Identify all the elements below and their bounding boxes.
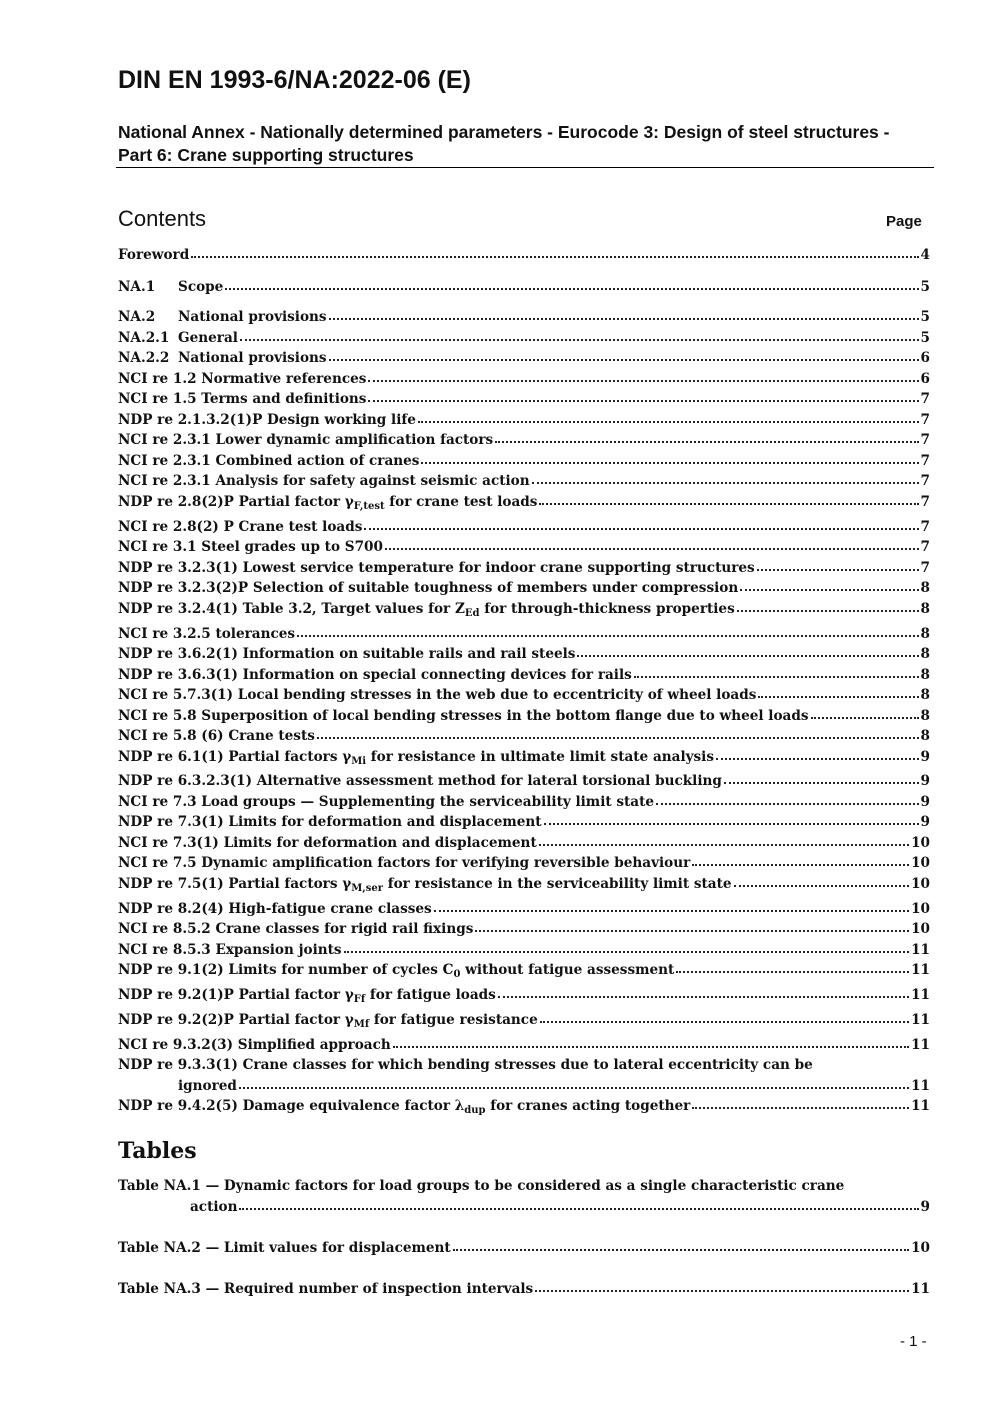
toc-leader xyxy=(737,606,919,612)
toc-entry[interactable] xyxy=(118,1012,930,1028)
table-page: 9 xyxy=(920,1198,930,1215)
toc-page: 10 xyxy=(911,901,930,917)
toc-entry[interactable] xyxy=(118,667,930,683)
toc-entry[interactable] xyxy=(118,1037,930,1053)
toc-entry-na1[interactable] xyxy=(118,279,930,295)
toc-page: 8 xyxy=(920,728,930,744)
toc-entry[interactable] xyxy=(118,814,930,830)
toc-label: NCI re 2.3.1 Lower dynamic amplification factors xyxy=(118,432,494,448)
toc-leader xyxy=(317,733,919,739)
toc-leader xyxy=(634,672,919,678)
table-label: Table NA.3 — Required number of inspection intervals xyxy=(118,1281,534,1297)
toc-entry[interactable] xyxy=(118,1055,930,1096)
toc-page: 9 xyxy=(920,773,930,789)
toc-leader xyxy=(385,544,919,550)
toc-page: 11 xyxy=(911,962,930,978)
table-list-entry[interactable] xyxy=(118,1240,930,1256)
toc-page: 10 xyxy=(911,876,930,892)
toc-label: NCI re 9.3.2(3) Simplified approach xyxy=(118,1037,391,1053)
toc-entry[interactable] xyxy=(118,835,930,851)
toc-leader xyxy=(577,651,918,657)
toc-label: NCI re 7.3 Load groups — Supplementing the serviceability limit state xyxy=(118,794,655,810)
toc-page: 7 xyxy=(920,494,930,510)
toc-label: General xyxy=(178,330,238,346)
toc-label: NCI re 2.8(2) P Crane test loads xyxy=(118,519,363,535)
toc-leader xyxy=(656,799,918,805)
toc-entry-na21[interactable] xyxy=(118,330,930,346)
toc-leader xyxy=(421,458,918,464)
page-column-label: Page xyxy=(886,213,922,230)
toc-leader xyxy=(418,417,919,423)
toc-leader xyxy=(475,926,909,932)
toc-page: 9 xyxy=(920,814,930,830)
toc-entry[interactable] xyxy=(118,519,930,535)
toc-page: 8 xyxy=(920,687,930,703)
toc-page: 9 xyxy=(920,749,930,765)
toc-entry[interactable] xyxy=(118,473,930,489)
toc-entry[interactable] xyxy=(118,728,930,744)
toc-entry[interactable] xyxy=(118,921,930,937)
toc-page: 11 xyxy=(911,942,930,958)
toc-page: 11 xyxy=(911,987,930,1003)
toc-leader xyxy=(240,335,919,341)
toc-page: 8 xyxy=(920,708,930,724)
toc-entry[interactable] xyxy=(118,601,930,617)
toc-label: NDP re 7.5(1) Partial factors $\gamma_{M,ser}$ for resistance in the serviceability limit state xyxy=(118,876,732,894)
toc-label: NDP re 3.6.3(1) Information on special connecting devices for rails xyxy=(118,667,632,683)
toc-label: NCI re 1.2 Normative references xyxy=(118,371,367,387)
toc-label: NDP re 9.2(2)P Partial factor $\gamma_{Mf}$ for fatigue resistance xyxy=(118,1012,538,1030)
toc-leader xyxy=(434,906,909,912)
toc-entry[interactable] xyxy=(118,580,930,596)
toc-label: NCI re 7.3(1) Limits for deformation and displacement xyxy=(118,835,537,851)
toc-entry[interactable] xyxy=(118,962,930,978)
toc-label: NDP re 3.2.4(1) Table 3.2, Target values for $Z_{Ed}$ for through-thickness properties xyxy=(118,601,735,619)
toc-label: NCI re 1.5 Terms and definitions xyxy=(118,391,367,407)
toc-leader xyxy=(239,1083,909,1089)
toc-leader xyxy=(297,631,918,637)
toc-label: NDP re 2.1.3.2(1)P Design working life xyxy=(118,412,416,428)
toc-leader xyxy=(734,881,910,887)
toc-entry[interactable] xyxy=(118,749,930,765)
toc-entry[interactable] xyxy=(118,942,930,958)
toc-leader xyxy=(495,437,918,443)
toc-label: NCI re 2.3.1 Analysis for safety against seismic action xyxy=(118,473,530,489)
toc-leader xyxy=(191,252,918,258)
toc-leader xyxy=(498,992,909,998)
toc-leader xyxy=(225,284,918,290)
toc-label: NCI re 3.2.5 tolerances xyxy=(118,626,296,642)
toc-page: 11 xyxy=(911,1037,930,1053)
toc-entry[interactable] xyxy=(118,412,930,428)
table-page: 10 xyxy=(911,1240,930,1256)
toc-entry[interactable] xyxy=(118,371,930,387)
toc-label: NCI re 7.5 Dynamic amplification factors for verifying reversible behaviour xyxy=(118,855,691,871)
toc-label: Foreword xyxy=(118,247,190,263)
toc-leader xyxy=(540,1017,909,1023)
contents-heading: Contents xyxy=(118,206,207,231)
tables-heading: Tables xyxy=(118,1138,197,1164)
toc-page: 11 xyxy=(911,1098,930,1114)
toc-leader xyxy=(539,840,909,846)
toc-leader xyxy=(740,585,918,591)
toc-page: 9 xyxy=(920,794,930,810)
table-label: Table NA.2 — Limit values for displacement xyxy=(118,1240,451,1256)
toc-label: NDP re 6.3.2.3(1) Alternative assessment method for lateral torsional buckling xyxy=(118,773,722,789)
toc-leader xyxy=(716,754,919,760)
toc-label: National provisions xyxy=(178,309,327,325)
document-title: DIN EN 1993-6/NA:2022-06 (E) xyxy=(118,66,471,94)
toc-page: 7 xyxy=(920,519,930,535)
toc-page: 8 xyxy=(920,667,930,683)
toc-label: NDP re 9.3.3(1) Crane classes for which bending stresses due to lateral eccentricity can be xyxy=(118,1057,813,1073)
toc-leader xyxy=(344,947,909,953)
toc-leader xyxy=(453,1245,909,1251)
table-page: 11 xyxy=(911,1281,930,1297)
toc-leader xyxy=(811,713,919,719)
toc-label: NCI re 3.1 Steel grades up to S700 xyxy=(118,539,383,555)
toc-page: 8 xyxy=(920,601,930,617)
toc-label: Scope xyxy=(178,279,224,295)
toc-entry[interactable] xyxy=(118,646,930,662)
toc-label: NDP re 3.2.3(1) Lowest service temperature for indoor crane supporting structures xyxy=(118,560,755,576)
toc-page: 7 xyxy=(920,473,930,489)
toc-entry[interactable] xyxy=(118,626,930,642)
toc-page: 6 xyxy=(920,371,930,387)
toc-page: 11 xyxy=(911,1012,930,1028)
toc-page: 7 xyxy=(920,412,930,428)
toc-page: 10 xyxy=(911,835,930,851)
toc-leader xyxy=(724,778,919,784)
toc-entry[interactable] xyxy=(118,901,930,917)
toc-label: NDP re 9.4.2(5) Damage equivalence factor $\lambda_{dup}$ for cranes acting together xyxy=(118,1098,691,1116)
toc-label: NDP re 3.6.2(1) Information on suitable rails and rail steels xyxy=(118,646,576,662)
toc-page: 7 xyxy=(920,391,930,407)
toc-label: NCI re 5.7.3(1) Local bending stresses in the web due to eccentricity of wheel loads xyxy=(118,687,757,703)
toc-entry[interactable] xyxy=(118,876,930,892)
toc-page: 5 xyxy=(920,309,930,325)
table-list-entry[interactable] xyxy=(118,1176,930,1217)
toc-leader xyxy=(539,499,918,505)
toc-page: 8 xyxy=(920,626,930,642)
toc-entry[interactable] xyxy=(118,494,930,510)
toc-entry[interactable] xyxy=(118,391,930,407)
toc-page: 11 xyxy=(911,1077,930,1094)
toc-page: 7 xyxy=(920,453,930,469)
document-subtitle: National Annex - Nationally determined parameters - Eurocode 3: Design of steel structures - Part 6: Crane supporting structures xyxy=(118,122,890,165)
table-label-continuation: action xyxy=(190,1198,238,1215)
toc-entry[interactable] xyxy=(118,453,930,469)
toc-label-continuation: ignored xyxy=(178,1077,237,1094)
toc-page: 10 xyxy=(911,855,930,871)
toc-leader xyxy=(692,1103,909,1109)
toc-label: NDP re 9.2(1)P Partial factor $\gamma_{Ff}$ for fatigue loads xyxy=(118,987,496,1005)
toc-leader xyxy=(368,396,918,402)
toc-label: NDP re 2.8(2)P Partial factor $\gamma_{F,test}$ for crane test loads xyxy=(118,494,538,512)
table-label: Table NA.1 — Dynamic factors for load groups to be considered as a single characteristic crane xyxy=(118,1178,845,1194)
toc-entry[interactable] xyxy=(118,432,930,448)
toc-leader xyxy=(393,1042,909,1048)
toc-label: NDP re 7.3(1) Limits for deformation and displacement xyxy=(118,814,542,830)
toc-label: NCI re 5.8 (6) Crane tests xyxy=(118,728,315,744)
toc-label: NCI re 8.5.2 Crane classes for rigid rail fixings xyxy=(118,921,474,937)
toc-entry-na22[interactable] xyxy=(118,350,930,366)
toc-label: NDP re 9.1(2) Limits for number of cycles $C_0$ without fatigue assessment xyxy=(118,962,675,980)
toc-entry[interactable] xyxy=(118,539,930,555)
toc-leader xyxy=(757,565,919,571)
toc-leader xyxy=(329,314,919,320)
toc-label: NDP re 6.1(1) Partial factors $\gamma_{Mi}$ for resistance in ultimate limit state analysis xyxy=(118,749,714,767)
toc-leader xyxy=(239,1204,918,1210)
toc-label: NCI re 8.5.3 Expansion joints xyxy=(118,942,342,958)
toc-label: NDP re 8.2(4) High-fatigue crane classes xyxy=(118,901,432,917)
toc-entry[interactable] xyxy=(118,855,930,871)
toc-label: National provisions xyxy=(178,350,327,366)
toc-leader xyxy=(368,376,918,382)
toc-leader xyxy=(329,355,919,361)
toc-leader xyxy=(532,478,919,484)
table-list-entry[interactable] xyxy=(118,1281,930,1297)
toc-page: 5 xyxy=(920,279,930,295)
toc-leader xyxy=(544,819,919,825)
toc-page: 7 xyxy=(920,560,930,576)
toc-entry-foreword[interactable] xyxy=(118,247,930,263)
toc-page: 10 xyxy=(911,921,930,937)
toc-page: 7 xyxy=(920,432,930,448)
toc-label: NDP re 3.2.3(2)P Selection of suitable toughness of members under compression xyxy=(118,580,739,596)
toc-entry[interactable] xyxy=(118,560,930,576)
toc-entry[interactable] xyxy=(118,687,930,703)
toc-page: 8 xyxy=(920,580,930,596)
toc-entry-na2[interactable] xyxy=(118,309,930,325)
toc-page: 4 xyxy=(920,247,930,263)
toc-number: NA.2.1 xyxy=(118,330,170,346)
toc-entry[interactable] xyxy=(118,987,930,1003)
toc-number: NA.2.2 xyxy=(118,350,170,366)
toc-number: NA.2 xyxy=(118,309,156,325)
toc-page: 5 xyxy=(920,330,930,346)
toc-label: NCI re 5.8 Superposition of local bending stresses in the bottom flange due to wheel loads xyxy=(118,708,809,724)
toc-entry[interactable] xyxy=(118,773,930,789)
toc-page: 6 xyxy=(920,350,930,366)
toc-leader xyxy=(758,692,918,698)
toc-label: NCI re 2.3.1 Combined action of cranes xyxy=(118,453,420,469)
toc-leader xyxy=(364,524,918,530)
toc-leader xyxy=(535,1286,909,1292)
toc-entry[interactable] xyxy=(118,794,930,810)
toc-page: 8 xyxy=(920,646,930,662)
toc-page: 7 xyxy=(920,539,930,555)
toc-leader xyxy=(676,967,909,973)
page-number: - 1 - xyxy=(900,1333,927,1350)
toc-leader xyxy=(692,860,909,866)
toc-entry[interactable] xyxy=(118,708,930,724)
toc-number: NA.1 xyxy=(118,279,156,295)
toc-entry[interactable] xyxy=(118,1098,930,1114)
title-rule xyxy=(116,167,934,168)
